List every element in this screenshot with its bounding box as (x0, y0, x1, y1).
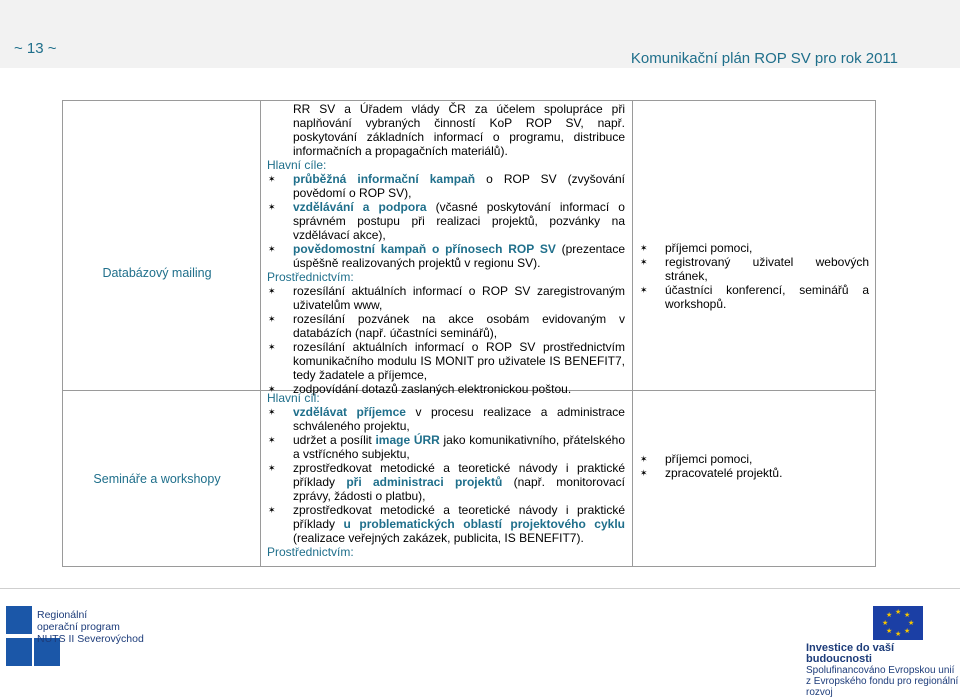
list-item: ✶ zpracovatelé projektů. (639, 466, 869, 480)
row-label-databazovy-mailing: Databázový mailing (102, 266, 212, 280)
list-item: ✶ rozesílání pozvánek na akce osobám evidovaným v databázích (např. účastníci seminářů), (267, 312, 625, 340)
document-title: Komunikační plán ROP SV pro rok 2011 (630, 50, 898, 67)
eu-cofinancing-text: Investice do vaší budoucnosti Spolufinancováno Evropskou unií z Evropského fondu pro regionální rozvoj (806, 642, 959, 698)
page-number: ~ 13 ~ (14, 40, 57, 57)
means-heading: Prostřednictvím: (267, 270, 354, 284)
list-item: ✶ příjemci pomoci, (639, 452, 869, 466)
targets-list (639, 241, 869, 311)
list-item: ✶ rozesílání aktuálních informací o ROP SV prostřednictvím komunikačního modulu IS MONIT pro uživatele IS BENEFIT7, tedy žadatele a příjemce, (267, 340, 625, 382)
list-item: ✶ průběžná informační kampaň o ROP SV (zvyšování povědomí o ROP SV), (267, 172, 625, 200)
column-divider (632, 101, 633, 566)
intro-text: RR SV a Úřadem vlády ČR za účelem spolupráce při naplňování vybraných činností KoP ROP SV, např. poskytování základních informací o programu, distribuce informačních a propagačních materiálů). (293, 102, 625, 158)
means-heading: Prostřednictvím: (267, 545, 354, 559)
list-item: ✶ rozesílání aktuálních informací o ROP SV zaregistrovaným uživatelům www, (267, 284, 625, 312)
list-item: ✶ udržet a posílit image ÚRR jako komunikativního, přátelského a vstřícného subjektu, (267, 433, 625, 461)
list-item: ✶ registrovaný uživatel webových stránek, (639, 255, 869, 283)
row-2-target-cell (639, 452, 869, 480)
eu-flag-icon: ★ ★ ★ ★ ★ ★ ★ ★ (873, 606, 923, 640)
goals-list (267, 405, 625, 545)
means-list (267, 284, 625, 396)
row-label-seminare-a-workshopy: Semináře a workshopy (93, 472, 221, 486)
footer-divider (0, 588, 960, 589)
goals-heading: Hlavní cíle: (267, 158, 327, 172)
row-1-target-cell (639, 241, 869, 311)
logo-square-icon (6, 638, 32, 666)
list-item: ✶ vzdělávání a podpora (včasné poskytování informací o správném postupu při realizaci projektů, pozvánky na vzdělávací akce), (267, 200, 625, 242)
list-item: ✶ zprostředkovat metodické a teoretické návody i praktické příklady u problematických oblastí projektového cyklu (realizace veřejných zakázek, publicita, IS BENEFIT7). (267, 503, 625, 545)
row-2-activity-cell (267, 391, 625, 559)
list-item: ✶ zodpovídání dotazů zaslaných elektronickou poštou. (267, 382, 625, 396)
row-1-activity-cell (267, 102, 625, 396)
logo-square-icon (6, 606, 32, 634)
list-item: ✶ příjemci pomoci, (639, 241, 869, 255)
targets-list (639, 452, 869, 480)
logo-text: Regionální operační program NUTS II Severovýchod (37, 609, 144, 645)
column-divider (260, 101, 261, 566)
goals-list (267, 172, 625, 270)
list-item: ✶ povědomostní kampaň o přínosech ROP SV (prezentace úspěšně realizovaných projektů v regionu SV). (267, 242, 625, 270)
list-item: ✶ vzdělávat příjemce v procesu realizace a administrace schváleného projektu, (267, 405, 625, 433)
goals-heading: Hlavní cíl: (267, 391, 320, 405)
list-item: ✶ zprostředkovat metodické a teoretické návody i praktické příklady při administraci projektů (např. monitorovací zprávy, žádosti o platbu), (267, 461, 625, 503)
list-item: ✶ účastníci konferencí, seminářů a workshopů. (639, 283, 869, 311)
